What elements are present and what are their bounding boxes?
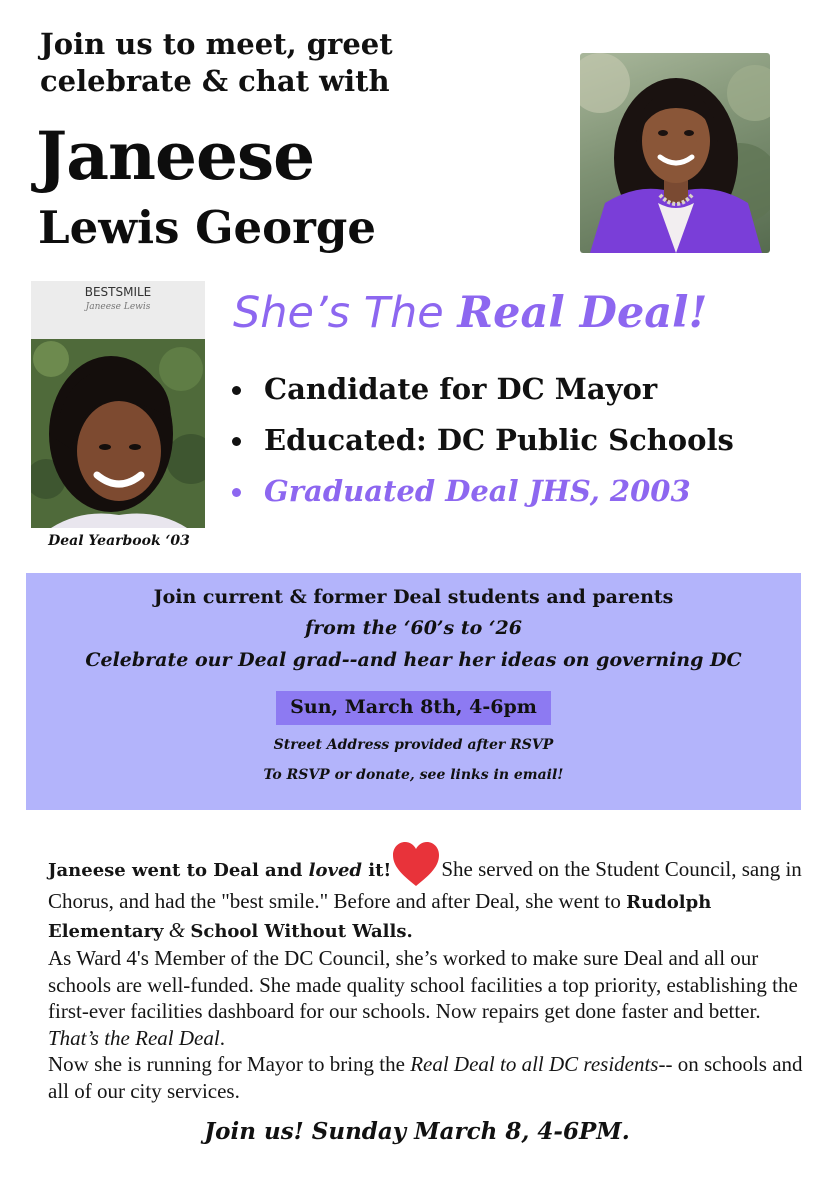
event-rsvp-note: To RSVP or donate, see links in email! bbox=[263, 767, 564, 783]
candidate-portrait-photo bbox=[580, 53, 770, 253]
candidate-highlights-list bbox=[228, 364, 818, 517]
yearbook-label-title: BESTSMILE bbox=[84, 285, 152, 299]
slogan-prefix: She’s The bbox=[233, 288, 458, 338]
yearbook-caption: Deal Yearbook ‘03 bbox=[48, 533, 190, 549]
candidate-last-name: Lewis George bbox=[38, 201, 376, 254]
event-date-highlight bbox=[276, 691, 551, 725]
yearbook-portrait-image bbox=[31, 339, 205, 528]
slogan bbox=[233, 283, 707, 343]
event-era-line: from the ‘60’s to ‘26 bbox=[305, 617, 522, 639]
bio-paragraph-3: Now she is running for Mayor to bring the Real Deal to all DC residents-- on schools and all of our city services. bbox=[48, 1052, 803, 1103]
list-item: Educated: DC Public Schools bbox=[228, 415, 818, 466]
footer-call-to-action: Join us! Sunday March 8, 4-6PM. bbox=[204, 1118, 630, 1145]
yearbook-photo bbox=[31, 281, 205, 528]
slogan-emphasis: Real Deal! bbox=[457, 288, 708, 338]
intro-heading bbox=[40, 26, 470, 100]
bio-paragraph-2: As Ward 4's Member of the DC Council, she’s worked to make sure Deal and all our schools are well-funded. She made quality school facilities a top priority, establishing the first-ever facilities dashboard for our schools. Now repairs get done faster and better. That’s the Real Deal. bbox=[48, 946, 798, 1050]
event-details-box bbox=[26, 573, 801, 810]
bio-lead-bold: Janeese went to Deal and loved it! bbox=[48, 860, 392, 881]
bio-paragraph-1: Janeese went to Deal and loved it! She served on the Student Council, sang in Chorus, and had the "best smile." Before and after Deal, she went to Rudolph Elementary & School Without Walls. bbox=[30, 840, 810, 945]
school-rudolph: Rudolph Elementary bbox=[48, 892, 712, 942]
yearbook-label-name: Janeese Lewis bbox=[85, 302, 151, 312]
candidate-first-name: Janeese bbox=[36, 117, 315, 195]
event-purpose-line: Celebrate our Deal grad--and hear her ideas on governing DC bbox=[85, 649, 742, 671]
school-without-walls: School Without Walls. bbox=[190, 920, 413, 942]
event-date: Sun, March 8th, 4-6pm bbox=[290, 696, 537, 718]
intro-line-2: celebrate & chat with bbox=[40, 64, 390, 98]
list-item: Candidate for DC Mayor bbox=[228, 364, 818, 415]
heart-icon bbox=[391, 840, 441, 888]
event-address-note: Street Address provided after RSVP bbox=[273, 737, 554, 753]
list-item: Graduated Deal JHS, 2003 bbox=[228, 466, 818, 517]
intro-line-1: Join us to meet, greet bbox=[40, 27, 393, 61]
bio-text bbox=[30, 840, 810, 1104]
event-invite-line: Join current & former Deal students and parents bbox=[153, 586, 674, 608]
